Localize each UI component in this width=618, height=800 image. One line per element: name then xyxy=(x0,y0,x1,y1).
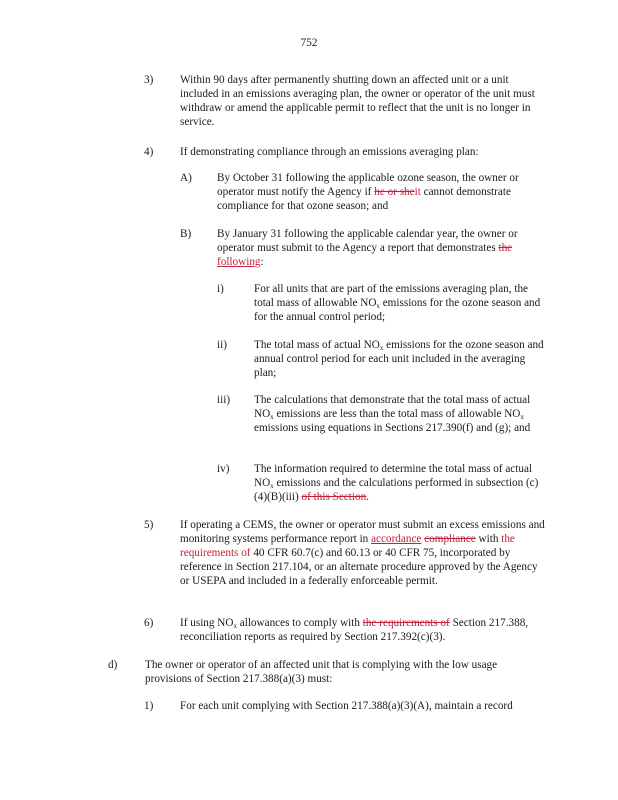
item-d1-number: 1) xyxy=(144,700,154,712)
item-6-deleted: the requirements of xyxy=(362,617,450,629)
item-5-text xyxy=(180,518,548,588)
item-iii-sub-2: x xyxy=(520,413,524,421)
item-5-text-1: If operating a CEMS, the owner or operator must submit an excess emissions and monitoring systems performance report in xyxy=(180,519,545,545)
item-iv-deleted: of this Section xyxy=(301,491,367,503)
item-5-number: 5) xyxy=(144,519,154,531)
item-iv-number: iv) xyxy=(217,463,230,475)
item-A-text xyxy=(217,171,549,213)
item-i-text-2: emissions for the ozone season and for the annual control period; xyxy=(254,297,541,323)
item-i-number: i) xyxy=(217,283,224,295)
item-3-number: 3) xyxy=(144,74,154,86)
item-6-number: 6) xyxy=(144,617,154,629)
item-5-text-2: with xyxy=(475,533,499,545)
item-i-sub: x xyxy=(376,302,380,310)
item-iv-text-2: emissions and the calculations performed in subsection (c)(4)(B)(iii) xyxy=(254,477,539,503)
item-6-text-2: allowances to comply with xyxy=(236,617,363,629)
item-B-text-1: By January 31 following the applicable calendar year, the owner or operator must submit to the Agency a report that demonstrates xyxy=(217,228,518,254)
page-number: 752 xyxy=(300,37,318,49)
item-4-text: If demonstrating compliance through an emissions averaging plan: xyxy=(180,146,479,158)
item-ii-text xyxy=(254,338,546,380)
item-i-text xyxy=(254,282,546,324)
item-6-text-3: Section 217.388, reconciliation reports as required by Section 217.392(c)(3). xyxy=(180,617,529,643)
item-A-deleted: he or she xyxy=(374,186,415,198)
item-A-inserted: it xyxy=(414,186,421,198)
item-iv-text xyxy=(254,462,546,504)
item-5-inserted-2: the requirements of xyxy=(180,533,515,559)
item-A-text-1: By October 31 following the applicable ozone season, the owner or operator must notify the Agency if xyxy=(217,172,519,198)
item-3-text: Within 90 days after permanently shutting down an affected unit or a unit included in an emissions averaging plan, the owner or operator of the unit must withdraw or amend the applicable permit to reflect that the unit is no longer in service. xyxy=(180,74,535,128)
item-ii-text-1: The total mass of actual NO xyxy=(254,339,380,351)
item-6-text-1: If using NO xyxy=(180,617,234,629)
item-4-number: 4) xyxy=(144,146,154,158)
item-d-number: d) xyxy=(108,659,118,671)
item-6-text xyxy=(180,616,548,644)
item-iv-sub: x xyxy=(270,482,274,490)
item-5-inserted-1: accordance xyxy=(371,533,422,545)
item-iv-text-1: The information required to determine the total mass of actual NO xyxy=(254,463,533,489)
item-A-text-2: cannot demonstrate compliance for that ozone season; and xyxy=(217,186,511,212)
item-B-text xyxy=(217,227,549,269)
item-6-sub: x xyxy=(233,622,237,630)
item-iii-text-2: emissions are less than the total mass of allowable NO xyxy=(273,408,521,420)
item-A-number: A) xyxy=(180,172,192,184)
item-iii-text-1: The calculations that demonstrate that the total mass of actual NO xyxy=(254,394,531,420)
item-d-text: The owner or operator of an affected unit that is complying with the low usage provisions of Section 217.388(a)(3) must: xyxy=(145,659,498,685)
item-ii-number: ii) xyxy=(217,339,227,351)
item-B-inserted: following xyxy=(217,256,261,268)
item-d1-text: For each unit complying with Section 217.388(a)(3)(A), maintain a record xyxy=(180,700,513,712)
item-B-number: B) xyxy=(180,228,192,240)
item-iii-number: iii) xyxy=(217,394,231,406)
item-5-text-3: 40 CFR 60.7(c) and 60.13 or 40 CFR 75, incorporated by reference in Section 217.104, or an alternate procedure approved by the Agency or USEPA and included in a federally enforceable permit. xyxy=(180,547,538,587)
item-iii-sub-1: x xyxy=(270,413,274,421)
item-ii-sub: x xyxy=(379,344,384,352)
item-i-text-1: For all units that are part of the emissions averaging plan, the total mass of allowable NO xyxy=(254,283,529,309)
item-5-deleted: compliance xyxy=(424,533,476,545)
item-iii-text-3: emissions using equations in Sections 217.390(f) and (g); and xyxy=(254,422,531,434)
item-B-text-2: : xyxy=(260,256,264,268)
item-ii-text-2: emissions for the ozone season and annual control period for each unit included in the averaging plan; xyxy=(254,339,544,379)
item-iii-text xyxy=(254,393,546,435)
item-B-deleted: the xyxy=(498,242,513,254)
item-iv-text-3: . xyxy=(366,491,369,503)
